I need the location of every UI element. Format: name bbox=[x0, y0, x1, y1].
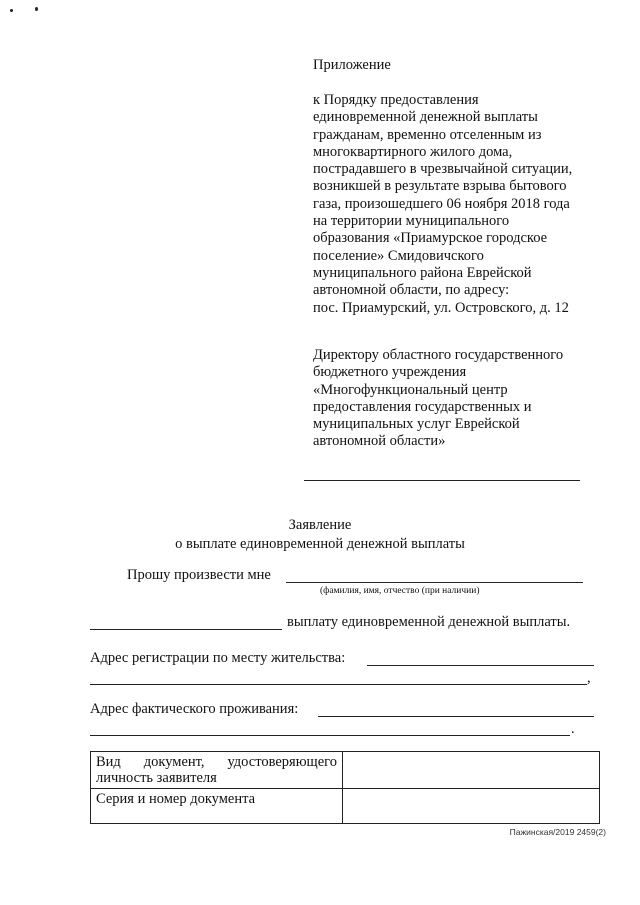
attachment-text bbox=[313, 92, 572, 317]
addressee-line: бюджетного учреждения bbox=[313, 364, 467, 381]
registration-address-end: , bbox=[587, 670, 591, 686]
actual-address-label: Адрес фактического проживания: bbox=[90, 701, 299, 717]
attachment-line: автономной области, по адресу: bbox=[313, 282, 510, 299]
attachment-line: на территории муниципального bbox=[313, 213, 510, 230]
document-type-label: Вид документ, удостоверяющего личность заявителя bbox=[91, 752, 343, 789]
registration-address-field[interactable] bbox=[367, 665, 594, 666]
attachment-title: Приложение bbox=[313, 57, 391, 73]
actual-address-end: . bbox=[571, 721, 575, 737]
registration-address-label: Адрес регистрации по месту жительства: bbox=[90, 650, 346, 666]
application-subtitle: о выплате единовременной денежной выплаты bbox=[175, 536, 465, 552]
table-row bbox=[91, 789, 600, 824]
attachment-line: пос. Приамурский, ул. Островского, д. 12 bbox=[313, 299, 569, 316]
identity-document-table bbox=[90, 751, 600, 824]
document-number-label: Серия и номер документа bbox=[91, 789, 343, 824]
attachment-line: пострадавшего в чрезвычайной ситуации, bbox=[313, 161, 573, 178]
document-type-value[interactable] bbox=[343, 752, 600, 789]
scan-speck bbox=[35, 7, 38, 11]
amount-field[interactable] bbox=[90, 629, 282, 630]
attachment-line: газа, произошедшего 06 ноября 2018 года bbox=[313, 195, 570, 212]
attachment-line: возникшей в результате взрыва бытового bbox=[313, 178, 567, 195]
addressee-block bbox=[313, 347, 563, 451]
scan-speck bbox=[10, 9, 13, 12]
attachment-line: гражданам, временно отселенным из bbox=[313, 126, 542, 143]
application-title: Заявление bbox=[288, 517, 352, 533]
attachment-line: единовременной денежной выплаты bbox=[313, 109, 538, 126]
actual-address-field-line2[interactable] bbox=[90, 735, 570, 736]
addressee-line: «Многофункциональный центр bbox=[313, 381, 508, 398]
attachment-line: поселение» Смидовичского bbox=[313, 247, 484, 264]
addressee-line: муниципальных услуг Еврейской bbox=[313, 416, 520, 433]
addressee-line: автономной области» bbox=[313, 433, 446, 450]
document-number-value[interactable] bbox=[343, 789, 600, 824]
attachment-line: муниципального района Еврейской bbox=[313, 264, 532, 281]
registration-address-field-line2[interactable] bbox=[90, 684, 587, 685]
full-name-hint: (фамилия, имя, отчество (при наличии) bbox=[320, 586, 480, 596]
full-name-field[interactable] bbox=[286, 582, 583, 583]
applicant-name-field[interactable] bbox=[304, 480, 580, 481]
attachment-line: многоквартирного жилого дома, bbox=[313, 143, 513, 160]
document-code: Пажинская/2019 2459(2) bbox=[509, 827, 606, 837]
attachment-line: образования «Приамурское городское bbox=[313, 230, 548, 247]
addressee-line: предоставления государственных и bbox=[313, 398, 532, 415]
actual-address-field[interactable] bbox=[318, 716, 594, 717]
request-label: Прошу произвести мне bbox=[127, 567, 271, 583]
payment-text: выплату единовременной денежной выплаты. bbox=[287, 614, 571, 630]
attachment-line: к Порядку предоставления bbox=[313, 92, 479, 108]
addressee-line: Директору областного государственного bbox=[313, 347, 564, 363]
table-row bbox=[91, 752, 600, 789]
